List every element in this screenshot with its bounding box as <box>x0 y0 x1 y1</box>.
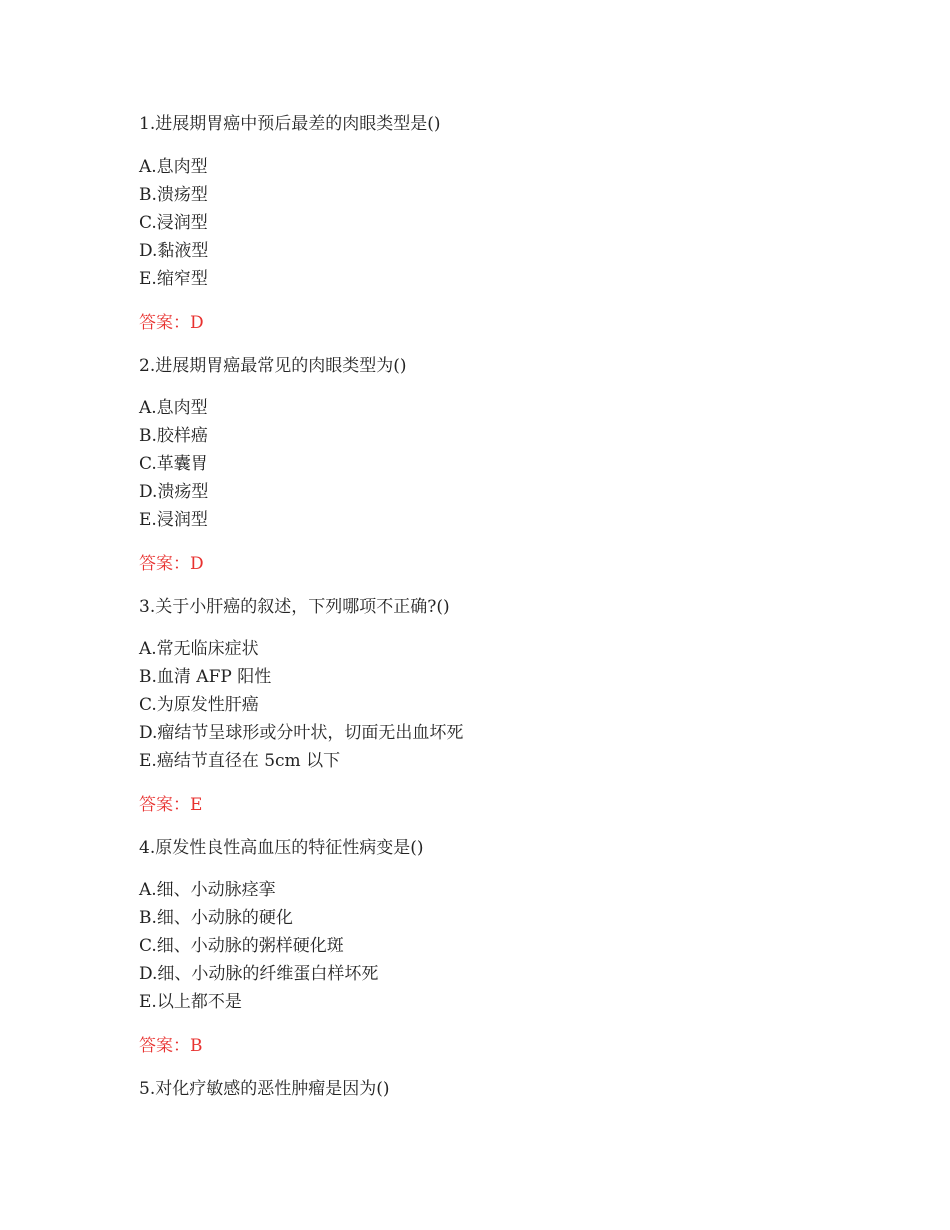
answer-label: 答案：D <box>139 554 204 574</box>
option-c: C.浸润型 <box>139 213 208 233</box>
question-stem: 5.对化疗敏感的恶性肿瘤是因为() <box>139 1079 390 1099</box>
option-b: B.溃疡型 <box>139 185 208 205</box>
question-stem: 1.进展期胃癌中预后最差的肉眼类型是() <box>139 114 441 134</box>
option-a: A.常无临床症状 <box>139 639 259 659</box>
option-d: D.细、小动脉的纤维蛋白样坏死 <box>139 964 379 984</box>
option-b: B.血清 AFP 阳性 <box>139 667 272 687</box>
option-c: C.细、小动脉的粥样硬化斑 <box>139 936 344 956</box>
option-d: D.瘤结节呈球形或分叶状，切面无出血坏死 <box>139 723 464 743</box>
option-c: C.革囊胃 <box>139 454 208 474</box>
option-e: E.以上都不是 <box>139 992 242 1012</box>
answer-label: 答案：D <box>139 313 204 333</box>
option-a: A.息肉型 <box>139 157 208 177</box>
question-stem: 4.原发性良性高血压的特征性病变是() <box>139 838 424 858</box>
option-b: B.细、小动脉的硬化 <box>139 908 293 928</box>
option-b: B.胶样癌 <box>139 426 208 446</box>
option-e: E.浸润型 <box>139 510 208 530</box>
option-e: E.癌结节直径在 5cm 以下 <box>139 751 341 771</box>
answer-label: 答案：B <box>139 1036 203 1056</box>
option-d: D.溃疡型 <box>139 482 209 502</box>
option-a: A.息肉型 <box>139 398 208 418</box>
option-d: D.黏液型 <box>139 241 209 261</box>
option-e: E.缩窄型 <box>139 269 208 289</box>
option-a: A.细、小动脉痉挛 <box>139 880 276 900</box>
question-stem: 3.关于小肝癌的叙述，下列哪项不正确?() <box>139 597 450 617</box>
answer-label: 答案：E <box>139 795 203 815</box>
question-stem: 2.进展期胃癌最常见的肉眼类型为() <box>139 356 407 376</box>
option-c: C.为原发性肝癌 <box>139 695 259 715</box>
